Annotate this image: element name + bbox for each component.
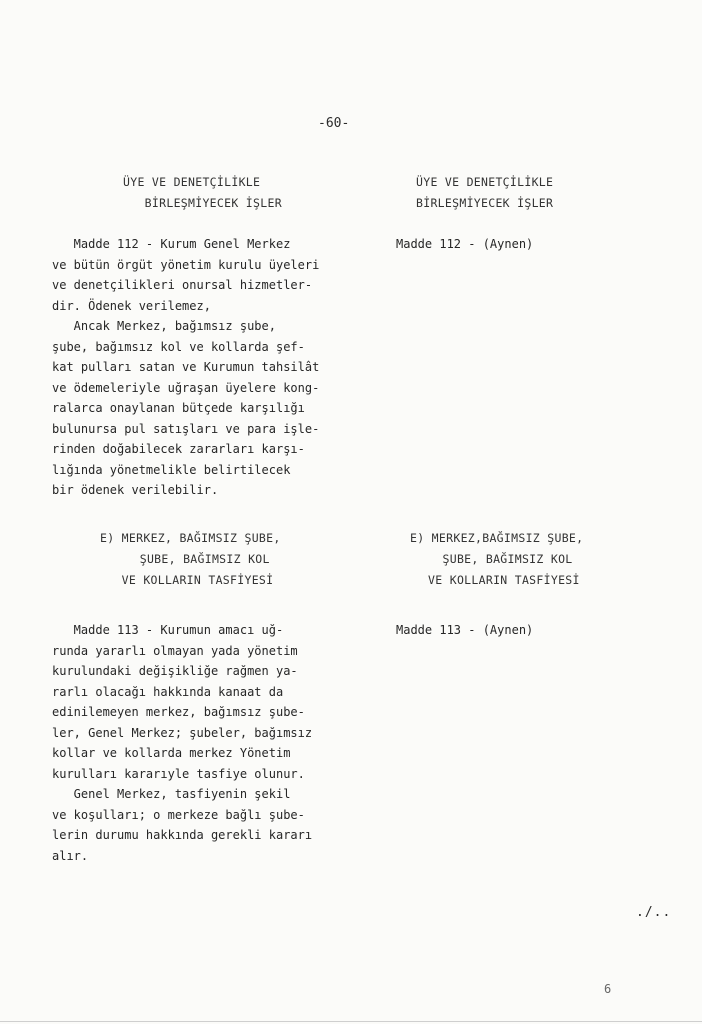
left-madde-113-text: Madde 113 - Kurumun amacı uğ- runda yararlı olmayan yada yönetim kurulundaki değişikliğe rağmen ya- rarlı olacağı hakkında kanaat da edinilemeyen merkez, bağımsız şube- ler, Genel Merkez; şubeler, bağımsız kollar ve kollarda merkez Yönetim kurulları kararıyle tasfiye olunur. Genel Merkez, tasfiyenin şekil ve koşulları; o merkeze bağlı şube- lerin durumu hakkında gerekli kararı alır. <box>52 623 313 863</box>
page-number: -60- <box>318 116 350 131</box>
left-heading-tasfiye: E) MERKEZ, BAĞIMSIZ ŞUBE, ŞUBE, BAĞIMSIZ KOL VE KOLLARIN TASFİYESİ <box>100 531 281 587</box>
right-heading-uye-ve-denetcilikle: ÜYE VE DENETÇİLİKLE BİRLEŞMİYECEK İŞLER <box>416 175 554 210</box>
right-madde-112-text: Madde 112 - (Aynen) <box>396 237 534 251</box>
right-heading-tasfiye: E) MERKEZ,BAĞIMSIZ ŞUBE, ŞUBE, BAĞIMSIZ KOL VE KOLLARIN TASFİYESİ <box>410 531 584 587</box>
corner-handwritten-mark: 6 <box>604 982 612 996</box>
left-madde-112-text: Madde 112 - Kurum Genel Merkez ve bütün örgüt yönetim kurulu üyeleri ve denetçilikleri onursal hizmetler- dir. Ödenek verilemez, Ancak Merkez, bağımsız şube, şube, bağımsız kol ve kollarda şef- kat pulları satan ve Kurumun tahsilât ve ödemeleriyle uğraşan üyelere kong- ralarca onaylanan bütçede karşılığı bulunursa pul satışları ve para işle- rinden doğabilecek zararları karşı- lığında yönetmelikle belirtilecek bir ödenek verilebilir. <box>52 237 320 497</box>
scan-edge-line <box>0 1021 702 1022</box>
left-heading-uye-ve-denetcilikle: ÜYE VE DENETÇİLİKLE BİRLEŞMİYECEK İŞLER <box>123 175 282 210</box>
continuation-mark: ./.. <box>636 905 672 920</box>
right-madde-113-text: Madde 113 - (Aynen) <box>396 623 534 637</box>
